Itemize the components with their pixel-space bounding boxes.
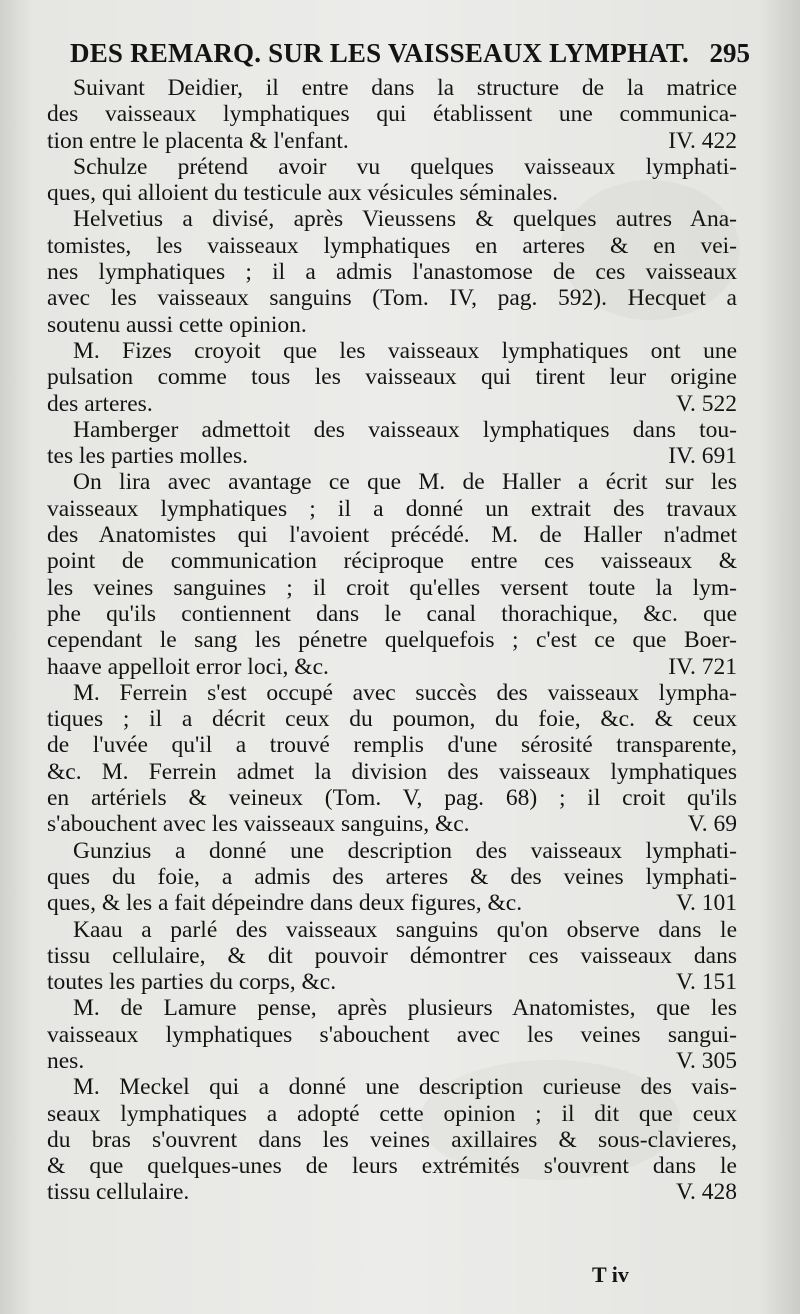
text-line xyxy=(47,75,737,101)
line-text: M. Meckel qui a donné une description curieuse des vais- xyxy=(73,1074,737,1101)
line-text: M. Ferrein s'est occupé avec succès des vaisseaux lympha- xyxy=(73,679,737,706)
text-line xyxy=(47,285,737,311)
line-text: les veines sanguines ; il croit qu'elles versent toute la lym- xyxy=(47,574,737,601)
text-line xyxy=(47,943,737,969)
line-text: Gunzius a donné une description des vaisseaux lymphati- xyxy=(73,837,737,864)
line-text: nes. xyxy=(47,1047,85,1074)
paragraph xyxy=(47,154,737,207)
text-line xyxy=(47,890,737,916)
line-text: Schulze prétend avoir vu quelques vaisseaux lymphati- xyxy=(73,153,737,180)
text-line xyxy=(47,180,737,206)
text-line xyxy=(47,785,737,811)
text-line xyxy=(47,338,737,364)
text-line xyxy=(47,469,737,495)
text-line xyxy=(47,548,737,574)
text-line xyxy=(47,417,737,443)
volume-reference: IV. 691 xyxy=(668,443,737,470)
line-text: s'abouchent avec les vaisseaux sanguins, &c. xyxy=(47,811,470,838)
line-text: tissu cellulaire, & dit pouvoir démontrer ces vaisseaux dans xyxy=(47,942,737,969)
line-text: ques du foie, a admis des arteres & des veines lymphati- xyxy=(47,863,737,890)
volume-reference: V. 151 xyxy=(676,969,737,996)
paragraph xyxy=(47,680,737,838)
line-text: des vaisseaux lymphatiques qui établissent une communica- xyxy=(47,101,737,128)
volume-reference: V. 305 xyxy=(676,1047,737,1074)
paragraph xyxy=(47,206,737,337)
text-line xyxy=(47,627,737,653)
paragraph xyxy=(47,417,737,470)
text-line xyxy=(47,811,737,837)
text-line xyxy=(47,995,737,1021)
line-text: ques, qui alloient du testicule aux vésicules séminales. xyxy=(47,180,558,207)
line-text: tiques ; il a décrit ceux du poumon, du foie, &c. & ceux xyxy=(47,706,737,733)
text-line xyxy=(47,128,737,154)
line-text: toutes les parties du corps, &c. xyxy=(47,969,337,996)
line-text: M. de Lamure pense, après plusieurs Anatomistes, que les xyxy=(73,995,737,1022)
line-text: des arteres. xyxy=(47,390,153,417)
text-line xyxy=(47,1074,737,1100)
volume-reference: V. 428 xyxy=(676,1179,737,1206)
running-title: DES REMARQ. SUR LES VAISSEAUX LYMPHAT. xyxy=(70,38,689,68)
text-line xyxy=(47,969,737,995)
text-line xyxy=(47,101,737,127)
line-text: &c. M. Ferrein admet la division des vaisseaux lymphatiques xyxy=(47,758,737,785)
paragraph xyxy=(47,75,737,154)
text-line xyxy=(47,522,737,548)
volume-reference: V. 69 xyxy=(687,811,737,838)
text-line xyxy=(47,1022,737,1048)
line-text: point de communication réciproque entre ces vaisseaux & xyxy=(47,548,737,575)
text-line xyxy=(47,206,737,232)
paragraph xyxy=(47,995,737,1074)
line-text: seaux lymphatiques a adopté cette opinion ; il dit que ceux xyxy=(47,1100,737,1127)
text-line xyxy=(47,759,737,785)
line-text: du bras s'ouvrent dans les veines axillaires & sous-clavieres, xyxy=(47,1126,737,1153)
text-line xyxy=(47,917,737,943)
line-text: de l'uvée qu'il a trouvé remplis d'une sérosité transparente, xyxy=(47,732,737,759)
text-line xyxy=(47,312,737,338)
line-text: pulsation comme tous les vaisseaux qui tirent leur origine xyxy=(47,364,737,391)
page-header xyxy=(70,38,750,78)
text-line xyxy=(47,575,737,601)
text-line xyxy=(47,364,737,390)
line-text: des Anatomistes qui l'avoient précédé. M. de Haller n'admet xyxy=(47,522,737,549)
paragraph xyxy=(47,838,737,917)
line-text: & que quelques-unes de leurs extrémités s'ouvrent dans le xyxy=(47,1153,737,1180)
text-line xyxy=(47,1127,737,1153)
text-line xyxy=(47,259,737,285)
line-text: nes lymphatiques ; il a admis l'anastomose de ces vaisseaux xyxy=(47,259,737,286)
signature-mark: T iv xyxy=(592,1262,629,1287)
text-line xyxy=(47,1048,737,1074)
text-line xyxy=(47,154,737,180)
line-text: haave appelloit error loci, &c. xyxy=(47,653,329,680)
text-line xyxy=(47,654,737,680)
line-text: tes les parties molles. xyxy=(47,443,249,470)
line-text: Suivant Deidier, il entre dans la structure de la matrice xyxy=(73,75,737,101)
text-line xyxy=(47,443,737,469)
text-line xyxy=(47,233,737,259)
volume-reference: IV. 422 xyxy=(668,127,737,154)
line-text: tomistes, les vaisseaux lymphatiques en arteres & en vei- xyxy=(47,232,737,259)
line-text: Helvetius a divisé, après Vieussens & quelques autres Ana- xyxy=(73,206,737,233)
line-text: cependant le sang les pénetre quelquefois ; c'est ce que Boer- xyxy=(47,627,737,654)
line-text: phe qu'ils contiennent dans le canal thorachique, &c. que xyxy=(47,600,737,627)
paragraph xyxy=(47,469,737,679)
line-text: On lira avec avantage ce que M. de Haller a écrit sur les xyxy=(73,469,737,496)
volume-reference: IV. 721 xyxy=(668,653,737,680)
line-text: soutenu aussi cette opinion. xyxy=(47,311,307,338)
body-text xyxy=(47,75,737,1206)
text-line xyxy=(47,706,737,732)
text-line xyxy=(47,732,737,758)
paragraph xyxy=(47,1074,737,1205)
line-text: Hamberger admettoit des vaisseaux lymphatiques dans tou- xyxy=(73,416,737,443)
line-text: vaisseaux lymphatiques s'abouchent avec les veines sangui- xyxy=(47,1021,737,1048)
text-line xyxy=(47,1153,737,1179)
line-text: M. Fizes croyoit que les vaisseaux lymphatiques ont une xyxy=(73,337,737,364)
text-line xyxy=(47,601,737,627)
text-line xyxy=(47,391,737,417)
text-line xyxy=(47,838,737,864)
line-text: vaisseaux lymphatiques ; il a donné un extrait des travaux xyxy=(47,495,737,522)
line-text: en artériels & veineux (Tom. V, pag. 68) ; il croit qu'ils xyxy=(47,785,737,812)
text-line xyxy=(47,1179,737,1205)
text-line xyxy=(47,1101,737,1127)
paragraph xyxy=(47,338,737,417)
text-line xyxy=(47,864,737,890)
text-line xyxy=(47,680,737,706)
line-text: Kaau a parlé des vaisseaux sanguins qu'on observe dans le xyxy=(73,916,737,943)
volume-reference: V. 101 xyxy=(676,890,737,917)
line-text: tion entre le placenta & l'enfant. xyxy=(47,127,349,154)
volume-reference: V. 522 xyxy=(676,390,737,417)
line-text: ques, & les a fait dépeindre dans deux figures, &c. xyxy=(47,890,523,917)
page-number: 295 xyxy=(709,38,750,68)
line-text: tissu cellulaire. xyxy=(47,1179,190,1206)
line-text: avec les vaisseaux sanguins (Tom. IV, pag. 592). Hecquet a xyxy=(47,285,737,312)
paragraph xyxy=(47,917,737,996)
text-line xyxy=(47,496,737,522)
